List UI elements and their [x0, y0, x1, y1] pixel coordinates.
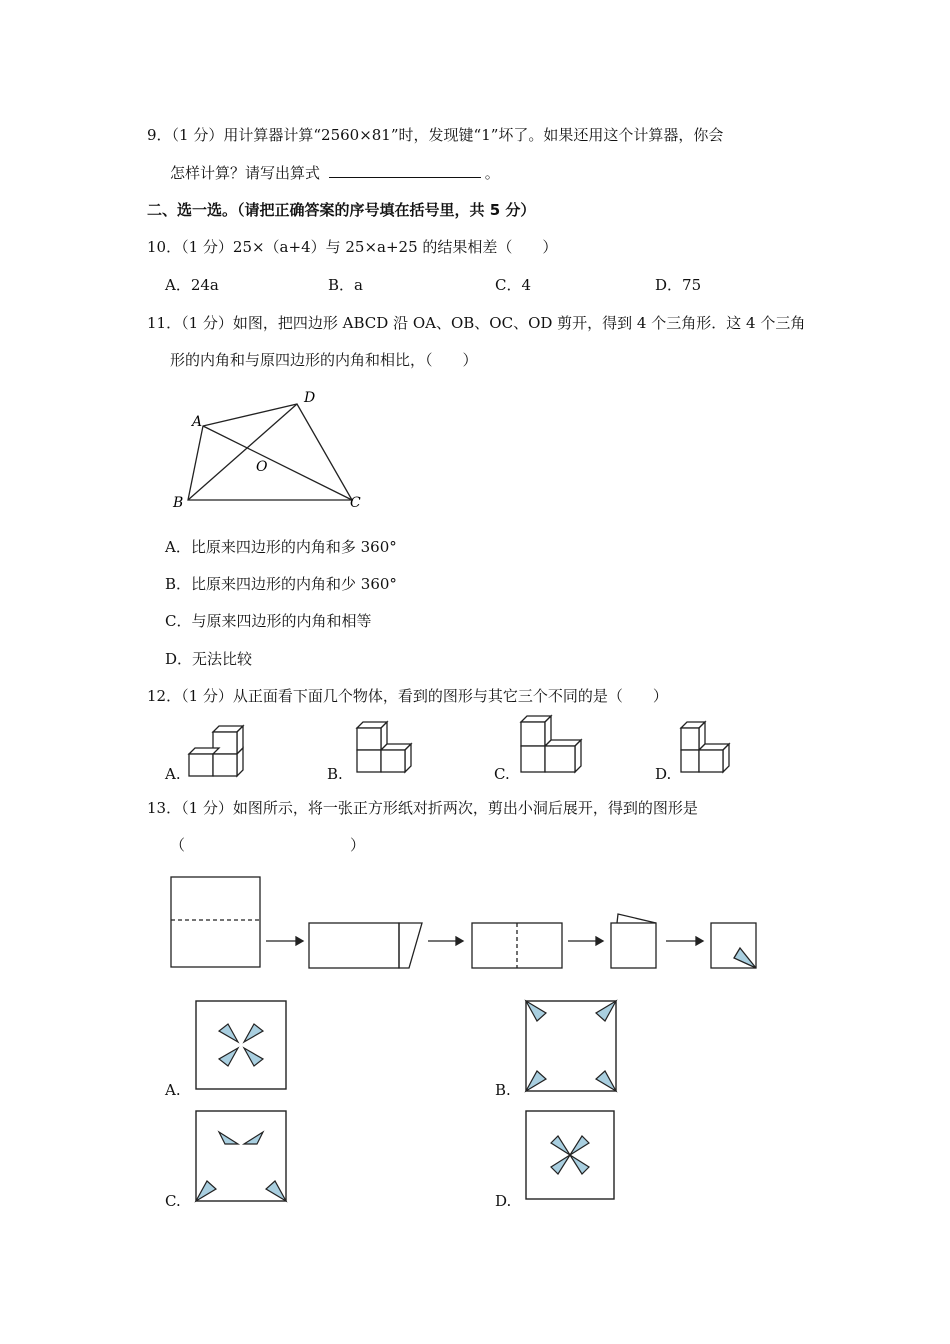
cut-hole: [734, 948, 756, 968]
label-b: B: [173, 495, 184, 511]
q10-option-c[interactable]: C．4: [495, 276, 532, 294]
q12-option-c-label[interactable]: C.: [494, 765, 510, 783]
q10-option-b[interactable]: B．a: [328, 276, 363, 294]
q13-option-a-label[interactable]: A.: [165, 1081, 181, 1099]
label-c: C: [350, 495, 361, 511]
q11-line1: 11．（1 分）如图，把四边形 ABCD 沿 OA、OB、OC、OD 剪开，得到 4 个三角形．这 4 个三角: [147, 314, 806, 332]
q9-line2-pre: 怎样计算？请写出算式: [170, 164, 321, 182]
q13-option-d-label[interactable]: D.: [495, 1192, 512, 1210]
diag-bd: [188, 404, 297, 500]
q11-option-a[interactable]: A．比原来四边形的内角和多 360°: [165, 538, 397, 556]
q10-option-a[interactable]: A．24a: [165, 276, 219, 294]
diag-ac: [203, 426, 352, 500]
q10-option-d[interactable]: D．75: [655, 276, 702, 294]
q13-option-d-figure[interactable]: [525, 1110, 615, 1200]
q9-line1: 9．（1 分）用计算器计算“2560×81”时，发现键“1”坏了。如果还用这个计算器，你会: [147, 126, 724, 144]
fold-step-2: [309, 923, 399, 968]
q12-cubes-a[interactable]: [188, 718, 250, 780]
label-d: D: [304, 390, 316, 406]
q11-line2: 形的内角和与原四边形的内角和相比，（ ）: [170, 351, 478, 369]
q11-option-d[interactable]: D．无法比较: [165, 650, 253, 668]
section2-title: 二、选一选。（请把正确答案的序号填在括号里，共 5 分）: [147, 201, 536, 219]
quadrilateral-figure: [170, 385, 370, 515]
q11-option-b[interactable]: B．比原来四边形的内角和少 360°: [165, 575, 397, 593]
q13-option-a-figure[interactable]: [195, 1000, 287, 1090]
q12-cubes-d[interactable]: [680, 714, 736, 776]
q12-cubes-c[interactable]: [520, 714, 586, 776]
q13-option-c-figure[interactable]: [195, 1110, 287, 1202]
label-a: A: [192, 414, 203, 430]
fold-step-4: [611, 923, 656, 968]
q12-option-b-label[interactable]: B.: [327, 765, 343, 783]
fold-step-1: [171, 877, 260, 967]
q12-option-d-label[interactable]: D.: [655, 765, 672, 783]
folding-sequence-figure: [168, 872, 763, 972]
q13-option-b-label[interactable]: B.: [495, 1081, 511, 1099]
q10-stem: 10．（1 分）25×（a+4）与 25×a+25 的结果相差（ ）: [147, 238, 558, 256]
q13-line2: （ ）: [170, 836, 366, 854]
q9-line2: [170, 162, 500, 183]
q11-option-c[interactable]: C．与原来四边形的内角和相等: [165, 612, 372, 630]
label-o: O: [256, 459, 268, 475]
q9-line2-post: 。: [484, 164, 500, 182]
q9-answer-blank[interactable]: [329, 165, 481, 178]
q13-option-c-label[interactable]: C.: [165, 1192, 181, 1210]
q12-cubes-b[interactable]: [356, 714, 418, 776]
q13-option-b-figure[interactable]: [525, 1000, 617, 1092]
quad-abcd: [188, 404, 352, 500]
q12-option-a-label[interactable]: A.: [165, 765, 181, 783]
q12-stem: 12．（1 分）从正面看下面几个物体，看到的图形与其它三个不同的是（ ）: [147, 687, 668, 705]
q13-line1: 13．（1 分）如图所示，将一张正方形纸对折两次，剪出小洞后展开，得到的图形是: [147, 799, 698, 817]
